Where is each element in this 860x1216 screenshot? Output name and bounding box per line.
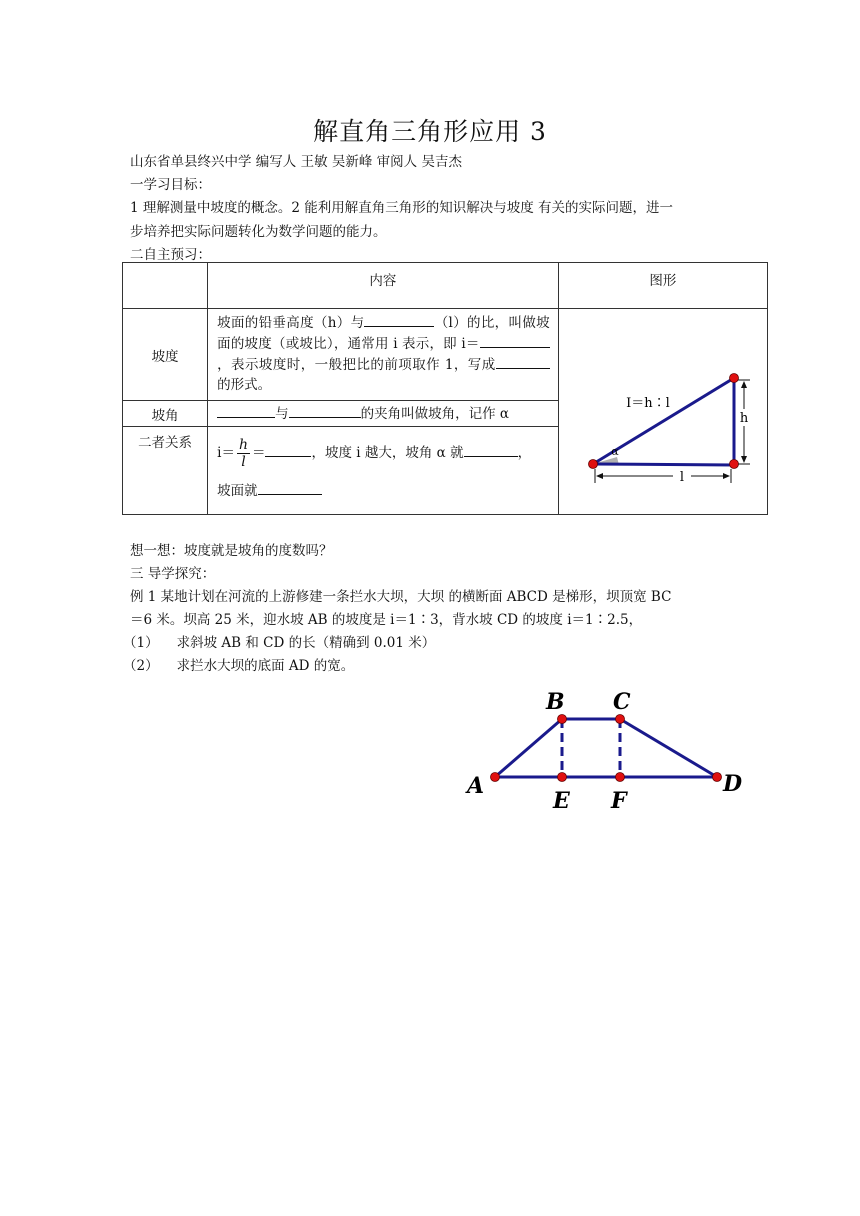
fill-blank[interactable] (289, 403, 361, 418)
label-b: B (546, 689, 565, 715)
fill-blank[interactable] (258, 480, 322, 495)
figure-cell (558, 309, 767, 515)
angle-text-part: 与 (275, 406, 289, 422)
relation-label-cell (123, 427, 208, 515)
fraction-denominator: l (241, 454, 246, 470)
label-d: D (723, 771, 743, 797)
fill-blank[interactable] (217, 403, 275, 418)
slope-triangle-figure (559, 309, 768, 513)
slope-angle-label: 坡角 (151, 407, 179, 424)
trapezoid-figure (460, 680, 780, 820)
label-a: A (467, 773, 485, 799)
slope-angle-label-cell (123, 401, 208, 427)
relation-i: i＝ (217, 445, 235, 461)
fill-blank[interactable] (464, 442, 518, 457)
point-b (558, 715, 567, 724)
example1-line-2: ＝6 米。坝高 25 米，迎水坡 AB 的坡度是 i＝1∶3，背水坡 CD 的坡度 i＝1∶2.5， (130, 612, 643, 628)
author-line: 山东省单县终兴中学 编写人 王敏 吴新峰 审阅人 吴吉杰 (130, 154, 462, 170)
point-c (616, 715, 625, 724)
slope-text-part: ＝ (465, 336, 480, 352)
goals-line-1: 1 理解测量中坡度的概念。2 能利用解直角三角形的知识解决与坡度 有关的实际问题，进一 (130, 200, 674, 216)
label-c: C (613, 689, 631, 715)
arrow-head (596, 473, 603, 479)
label-f: F (611, 788, 627, 814)
point-d (713, 773, 722, 782)
relation-text-part: 坡面就 (217, 483, 258, 499)
page-title: 解直角三角形应用 3 (313, 117, 547, 146)
header-figure-cell (558, 263, 767, 309)
arrow-head (741, 456, 747, 463)
think-question: 想一想：坡度就是坡角的度数吗？ (130, 543, 333, 559)
slope-text-part: 坡面的铅垂高度（h）与 (217, 315, 365, 331)
relation-eq: ＝ (251, 445, 266, 461)
slope-ratio-label-cell (123, 309, 208, 401)
fill-blank[interactable] (364, 312, 434, 327)
ratio-label: I＝h∶l (625, 396, 670, 411)
section-heading-goals: 一学习目标： (130, 177, 211, 193)
label-e: E (553, 788, 570, 814)
relation-line-2 (217, 480, 550, 502)
relation-label: 二者关系 (138, 435, 193, 451)
section-heading-preview: 二自主预习： (130, 247, 211, 263)
point-a (491, 773, 500, 782)
relation-text-part: ，坡度 i 越大，坡角 α 就 (311, 445, 464, 461)
h-over-l-fraction (237, 437, 250, 470)
header-figure: 图形 (649, 273, 677, 289)
fill-blank[interactable] (496, 354, 550, 369)
slope-text-part: （l）的比，叫做坡面的坡度（或坡比），通常用 i 表示，即 i (217, 315, 550, 352)
fill-blank[interactable] (480, 333, 550, 348)
question-number: （1） (123, 635, 159, 651)
header-content: 内容 (369, 273, 397, 289)
fill-blank[interactable] (265, 442, 311, 457)
arrow-head (741, 381, 747, 388)
slope-text-part: 的形式。 (217, 377, 272, 393)
question-number: （2） (123, 658, 159, 674)
slope-ratio-text (208, 309, 558, 398)
vertex-point (588, 460, 597, 469)
angle-text-part: 的夹角叫做坡角，记作 α (360, 406, 510, 422)
slope-text-part: ，表示坡度时，一般把比的前项取作 1，写成 (217, 357, 496, 373)
question-2 (123, 654, 354, 674)
section-heading-explore: 三 导学探究： (130, 566, 216, 582)
fraction-numerator: h (238, 437, 248, 453)
slope-ratio-label: 坡度 (151, 348, 179, 365)
h-label: h (739, 411, 748, 426)
point-e (558, 773, 567, 782)
question-text: 求斜坡 AB 和 CD 的长（精确到 0.01 米） (176, 635, 436, 651)
header-empty-cell (123, 263, 208, 309)
relation-text-part: ， (517, 445, 532, 461)
slope-angle-text (208, 401, 558, 426)
example1-line-1: 例 1 某地计划在河流的上游修建一条拦水大坝，大坝 的横断面 ABCD 是梯形，坝顶宽 BC (130, 589, 672, 605)
l-label: l (679, 470, 684, 485)
goals-line-2: 步培养把实际问题转化为数学问题的能力。 (130, 224, 387, 240)
question-text: 求拦水大坝的底面 AD 的宽。 (176, 658, 355, 674)
slope-cd-line (620, 719, 717, 777)
relation-text (208, 427, 558, 505)
alpha-label: α (610, 445, 619, 458)
vertex-point (729, 374, 738, 383)
preview-table (122, 262, 768, 515)
base-line (593, 464, 734, 465)
slope-ratio-text-cell (208, 309, 559, 401)
vertex-point (729, 460, 738, 469)
slope-ab-line (495, 719, 562, 777)
arrow-head (723, 473, 730, 479)
point-f (616, 773, 625, 782)
question-1 (123, 631, 435, 651)
slope-angle-text-cell (208, 401, 559, 427)
relation-text-cell (208, 427, 559, 515)
header-content-cell (208, 263, 559, 309)
